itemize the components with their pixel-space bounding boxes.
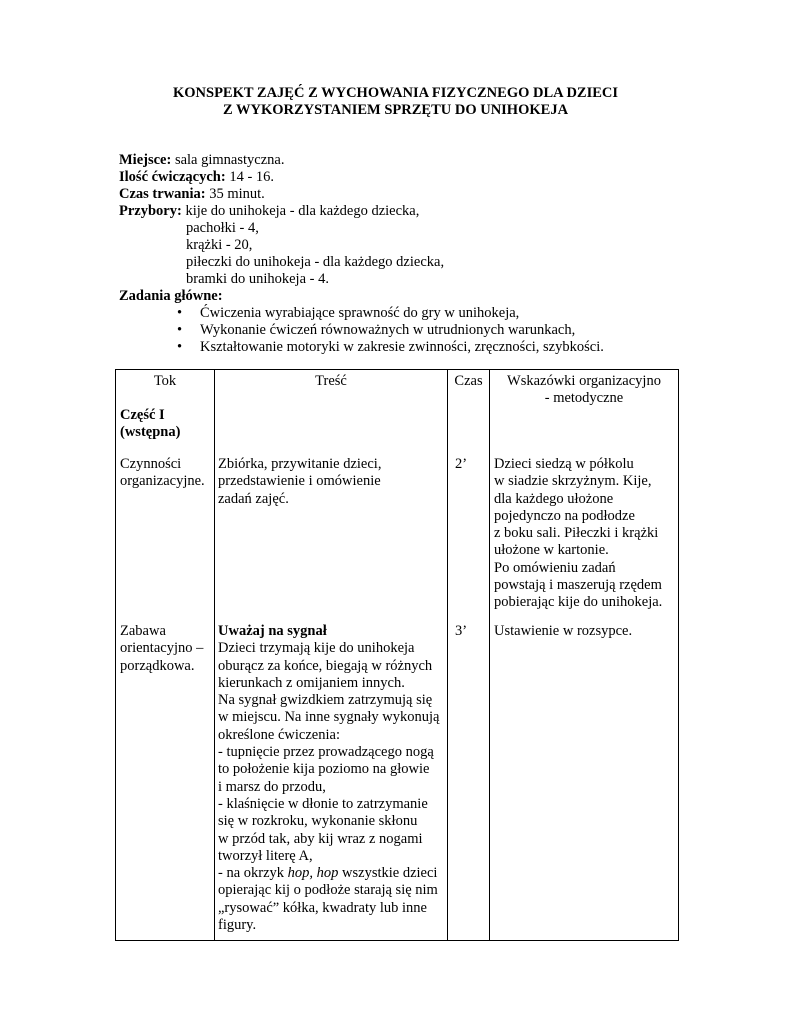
- bullet-icon: •: [177, 322, 183, 338]
- przybory-item: pachołki - 4,: [186, 220, 259, 236]
- przybory-item: piłeczki do unihokeja - dla każdego dziecka,: [186, 254, 445, 270]
- row1-tresc: Zbiórka, przywitanie dzieci, przedstawienie i omówienie zadań zajęć.: [218, 456, 382, 507]
- row2-tresc-title: Uważaj na sygnał: [218, 623, 327, 639]
- info-przybory: [119, 203, 419, 220]
- row2-czas: 3’: [455, 623, 468, 639]
- row2-tresc: Uważaj na sygnał Dzieci trzymają kije do unihokeja oburącz za końce, biegają w różnych kierunkach z omijaniem innych. Na sygnał gwizdkiem zatrzymują się w miejscu. Na inne sygnały wykonują określone ćwiczenia: - tupnięcie przez prowadzącego nogą to położenie kija poziomo na głowie i marsz do przodu, - klaśnięcie w dłonie to zatrzymanie się w rozkroku, wykonanie skłonu w przód tak, aby kij wraz z nogami tworzył literę A, - na okrzyk hop, hop wszystkie dzieci opierając kij o podłoże starają się nim „rysować” kółka, kwadraty lub inne figury.: [218, 623, 440, 934]
- column-divider: [214, 370, 215, 940]
- zadanie-item: [177, 339, 604, 356]
- column-divider: [489, 370, 490, 940]
- zadanie-text: Wykonanie ćwiczeń równoważnych w utrudnionych warunkach,: [200, 322, 576, 338]
- przybory-label: Przybory:: [119, 203, 182, 219]
- przybory-item: krążki - 20,: [186, 237, 253, 253]
- zadanie-text: Kształtowanie motoryki w zakresie zwinności, zręczności, szybkości.: [200, 339, 604, 355]
- row1-tok: Czynności organizacyjne.: [120, 456, 205, 490]
- section-heading: Część I (wstępna): [120, 407, 181, 441]
- document-title-line-1: KONSPEKT ZAJĘĆ Z WYCHOWANIA FIZYCZNEGO DLA DZIECI: [172, 85, 619, 101]
- column-divider: [447, 370, 448, 940]
- header-czas: Czas: [454, 373, 483, 389]
- row2-wskazowki: Ustawienie w rozsypce.: [494, 623, 633, 639]
- bullet-icon: •: [177, 339, 183, 355]
- zadanie-text: Ćwiczenia wyrabiające sprawność do gry w unihokeja,: [200, 305, 520, 321]
- ilosc-value: 14 - 16.: [225, 169, 275, 185]
- row1-wskazowki: Dzieci siedzą w półkolu w siadzie skrzyżnym. Kije, dla każdego ułożone pojedynczo na podłodze z boku sali. Piłeczki i krążki ułożone w kartonie. Po omówieniu zadań powstają i maszerują rzędem pobierając kije do unihokeja.: [494, 456, 663, 611]
- bullet-icon: •: [177, 305, 183, 321]
- info-miejsce: [119, 152, 284, 169]
- zadanie-item: [177, 305, 520, 322]
- hop-line: - na okrzyk hop, hop wszystkie dzieci: [218, 865, 438, 882]
- header-tresc: Treść: [315, 373, 347, 389]
- document-title-line-2: Z WYKORZYSTANIEM SPRZĘTU DO UNIHOKEJA: [222, 102, 569, 118]
- row2-tok: Zabawa orientacyjno – porządkowa.: [120, 623, 204, 674]
- czas-value: 35 minut.: [205, 186, 265, 202]
- przybory-first: kije do unihokeja - dla każdego dziecka,: [181, 203, 420, 219]
- row1-czas: 2’: [455, 456, 468, 472]
- miejsce-value: sala gimnastyczna.: [171, 152, 285, 168]
- lesson-table: [115, 369, 679, 941]
- czas-label: Czas trwania:: [119, 186, 206, 202]
- ilosc-label: Ilość ćwiczących:: [119, 169, 226, 185]
- header-tok: Tok: [153, 373, 177, 389]
- header-wskazowki: Wskazówki organizacyjno - metodyczne: [507, 373, 661, 407]
- miejsce-label: Miejsce:: [119, 152, 172, 168]
- info-ilosc: [119, 169, 274, 186]
- zadanie-item: [177, 322, 576, 339]
- info-czas: [119, 186, 265, 203]
- przybory-item: bramki do unihokeja - 4.: [186, 271, 329, 287]
- zadania-label: Zadania główne:: [119, 288, 223, 304]
